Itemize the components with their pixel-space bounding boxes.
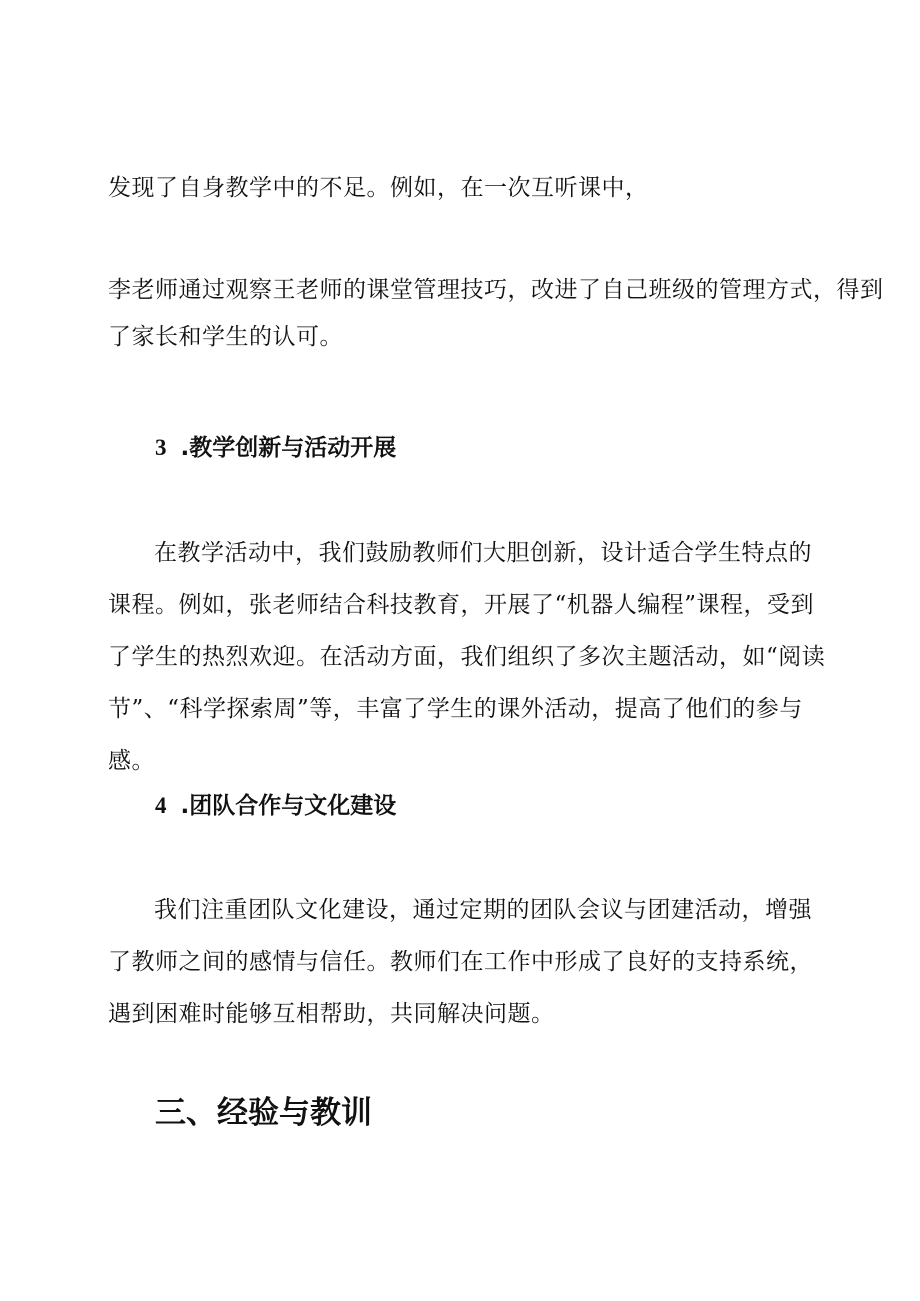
paragraph-team-culture: 我们注重团队文化建设，通过定期的团队会议与团建活动，增强了教师之间的感情与信任。教师们在工作中形成了良好的支持系统，遇到困难时能够互相帮助，共同解决问题。 bbox=[108, 897, 813, 1027]
heading-title: .团队合作与文化建设 bbox=[180, 793, 397, 819]
heading-number: 4 bbox=[155, 793, 167, 818]
heading-number: 3 bbox=[155, 435, 167, 460]
subsection-heading-teaching-innovation bbox=[155, 433, 396, 463]
paragraph-teaching-innovation: 在教学活动中，我们鼓励教师们大胆创新，设计适合学生特点的课程。例如，张老师结合科技教育，开展了“机器人编程”课程，受到了学生的热烈欢迎。在活动方面，我们组织了多次主题活动，如“阅读节”、“科学探索周”等，丰富了学生的课外活动，提高了他们的参与感。 bbox=[108, 540, 826, 774]
paragraph-line: 了家长和学生的认可。 bbox=[108, 324, 343, 350]
paragraph-line: 李老师通过观察王老师的课堂管理技巧，改进了自己班级的管理方式，得到 bbox=[108, 277, 884, 303]
paragraph-continuation: 发现了自身教学中的不足。例如，在一次互听课中， bbox=[108, 175, 649, 201]
subsection-heading-team-culture bbox=[155, 791, 396, 821]
heading-title: .教学创新与活动开展 bbox=[180, 435, 397, 461]
section-heading-experience-lessons: 三、经验与教训 bbox=[155, 1095, 372, 1131]
